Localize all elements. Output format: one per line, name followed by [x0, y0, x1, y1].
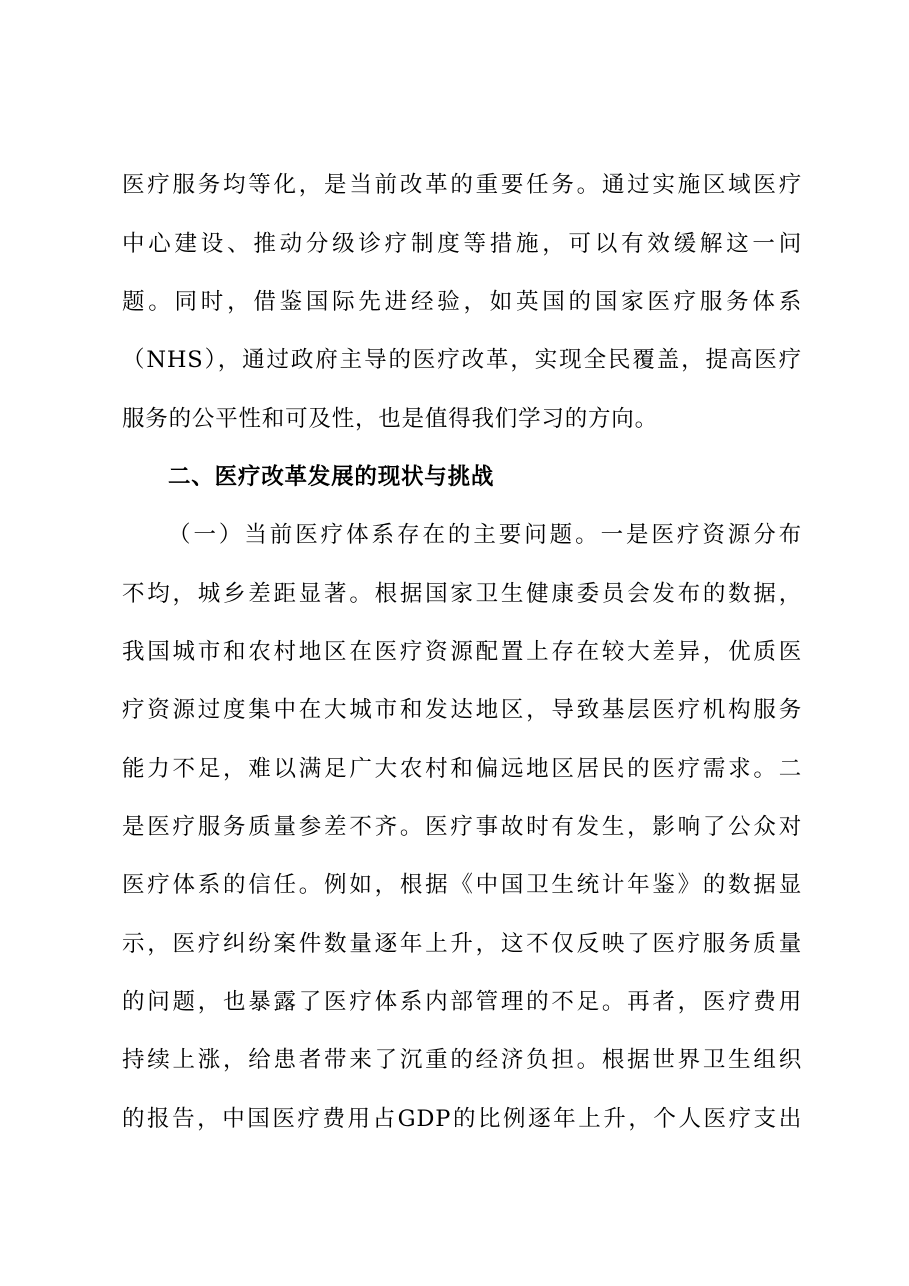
body-line: 疗资源过度集中在大城市和发达地区，导致基层医疗机构服务 — [122, 697, 802, 723]
body-line: 题。同时，借鉴国际先进经验，如英国的国家医疗服务体系 — [122, 289, 802, 315]
body-line: （NHS），通过政府主导的医疗改革，实现全民覆盖，提高医疗 — [122, 347, 802, 373]
body-line: 示，医疗纠纷案件数量逐年上升，这不仅反映了医疗服务质量 — [122, 931, 802, 957]
body-line: 我国城市和农村地区在医疗资源配置上存在较大差异，优质医 — [122, 639, 802, 665]
body-line: 服务的公平性和可及性，也是值得我们学习的方向。 — [122, 406, 658, 432]
section-heading: 二、医疗改革发展的现状与挑战 — [168, 464, 495, 490]
body-line: 医疗服务均等化，是当前改革的重要任务。通过实施区域医疗 — [122, 172, 802, 198]
body-line: （一）当前医疗体系存在的主要问题。一是医疗资源分布 — [168, 522, 802, 548]
body-line: 是医疗服务质量参差不齐。医疗事故时有发生，影响了公众对 — [122, 814, 802, 840]
body-line: 医疗体系的信任。例如，根据《中国卫生统计年鉴》的数据显 — [122, 872, 802, 898]
body-line: 能力不足，难以满足广大农村和偏远地区居民的医疗需求。二 — [122, 756, 802, 782]
body-line: 持续上涨，给患者带来了沉重的经济负担。根据世界卫生组织 — [122, 1047, 802, 1073]
body-line: 的报告，中国医疗费用占GDP的比例逐年上升，个人医疗支出 — [122, 1106, 802, 1132]
body-line: 的问题，也暴露了医疗体系内部管理的不足。再者，医疗费用 — [122, 989, 802, 1015]
body-line: 中心建设、推动分级诊疗制度等措施，可以有效缓解这一问 — [122, 231, 802, 257]
body-line: 不均，城乡差距显著。根据国家卫生健康委员会发布的数据， — [122, 581, 802, 607]
